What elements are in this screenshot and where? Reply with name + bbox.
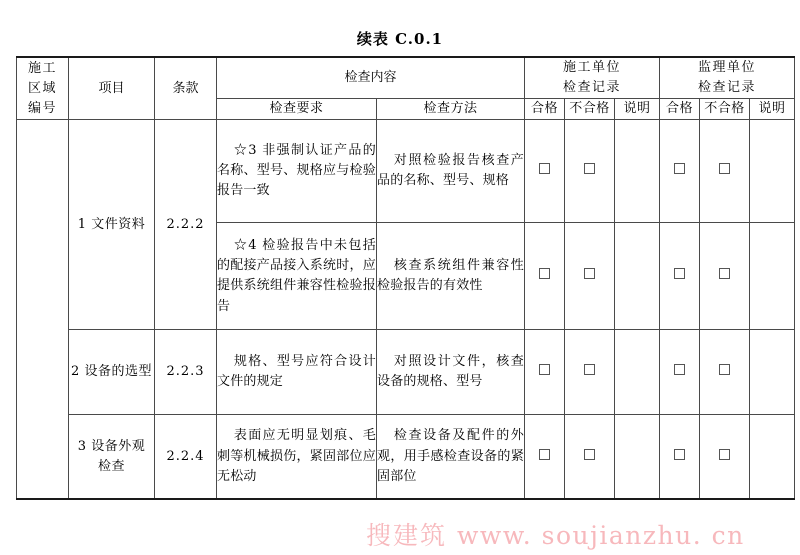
cell-supervision-pass-3[interactable]: [660, 330, 700, 415]
inspection-table-container: [16, 56, 784, 500]
checkbox-icon[interactable]: [539, 449, 550, 460]
site-watermark: [366, 516, 745, 552]
cell-supervision-note-4[interactable]: [750, 415, 795, 499]
cell-construction-pass-1[interactable]: [525, 120, 565, 223]
watermark-brand: 搜建筑: [366, 521, 448, 550]
cell-supervision-pass-2[interactable]: [660, 223, 700, 330]
checkbox-icon[interactable]: [584, 163, 595, 174]
cell-supervision-note-3[interactable]: [750, 330, 795, 415]
checkbox-icon[interactable]: [674, 364, 685, 375]
cell-method-4: 检查设备及配件的外观，用手感检查设备的紧固部位: [377, 415, 525, 499]
cell-clause-1: 2.2.2: [155, 120, 217, 330]
header-construction-note: 说明: [615, 99, 660, 120]
cell-supervision-note-1[interactable]: [750, 120, 795, 223]
cell-item-3-line-3: 检查: [97, 458, 125, 474]
cell-supervision-pass-1[interactable]: [660, 120, 700, 223]
checkbox-icon[interactable]: [719, 163, 730, 174]
cell-construction-note-3[interactable]: [615, 330, 660, 415]
cell-item-1: 1 文件资料: [69, 120, 155, 330]
cell-construction-fail-4[interactable]: [565, 415, 615, 499]
header-clause: 条款: [155, 57, 217, 120]
header-inspection-content: 检查内容: [217, 57, 525, 99]
table-row: [17, 120, 795, 223]
cell-clause-3: 2.2.4: [155, 415, 217, 499]
checkbox-icon[interactable]: [719, 268, 730, 279]
cell-item-2: [69, 330, 155, 415]
header-supervision-pass: 合格: [660, 99, 700, 120]
cell-supervision-pass-4[interactable]: [660, 415, 700, 499]
header-requirement: 检查要求: [217, 99, 377, 120]
cell-method-1: 对照检验报告核查产品的名称、型号、规格: [377, 120, 525, 223]
cell-construction-note-2[interactable]: [615, 223, 660, 330]
cell-method-2: 核查系统组件兼容性检验报告的有效性: [377, 223, 525, 330]
header-area-number-line-1: 施工: [27, 60, 57, 76]
cell-area-number[interactable]: [17, 120, 69, 499]
header-supervision-unit-record: [660, 57, 795, 99]
cell-requirement-4: 表面应无明显划痕、毛刺等机械损伤，紧固部位应无松动: [217, 415, 377, 499]
header-area-number-line-3: 编号: [27, 100, 57, 116]
header-method: 检查方法: [377, 99, 525, 120]
cell-supervision-fail-1[interactable]: [700, 120, 750, 223]
checkbox-icon[interactable]: [674, 449, 685, 460]
header-construction-unit-line-1: 施工单位: [563, 60, 622, 75]
cell-supervision-note-2[interactable]: [750, 223, 795, 330]
cell-construction-pass-4[interactable]: [525, 415, 565, 499]
header-supervision-unit-line-2: 检查记录: [698, 80, 757, 96]
table-row: [17, 415, 795, 499]
checkbox-icon[interactable]: [719, 449, 730, 460]
cell-item-2-line-1: 2: [71, 364, 80, 380]
watermark-url: www. soujianzhu. cn: [457, 521, 745, 550]
checkbox-icon[interactable]: [539, 268, 550, 279]
page-title: 续表 C.0.1: [356, 30, 444, 48]
checkbox-icon[interactable]: [719, 364, 730, 375]
checkbox-icon[interactable]: [674, 163, 685, 174]
header-supervision-fail: 不合格: [700, 99, 750, 120]
cell-construction-fail-2[interactable]: [565, 223, 615, 330]
header-construction-unit-line-2: 检查记录: [563, 80, 622, 96]
header-construction-unit-record: [525, 57, 660, 99]
checkbox-icon[interactable]: [539, 163, 550, 174]
header-area-number-line-2: 区域: [27, 80, 57, 96]
cell-requirement-1: ☆3 非强制认证产品的名称、型号、规格应与检验报告一致: [217, 120, 377, 223]
header-construction-pass: 合格: [525, 99, 565, 120]
checkbox-icon[interactable]: [584, 449, 595, 460]
cell-construction-fail-1[interactable]: [565, 120, 615, 223]
header-supervision-note: 说明: [750, 99, 795, 120]
cell-item-3-line-2: 设备外观: [91, 438, 146, 454]
cell-supervision-fail-3[interactable]: [700, 330, 750, 415]
cell-requirement-3: 规格、型号应符合设计文件的规定: [217, 330, 377, 415]
cell-method-3: 对照设计文件，核查设备的规格、型号: [377, 330, 525, 415]
checkbox-icon[interactable]: [674, 268, 685, 279]
cell-item-2-line-2: 设备的选型: [84, 364, 152, 380]
table-header-row-primary: [17, 57, 795, 99]
cell-construction-pass-3[interactable]: [525, 330, 565, 415]
inspection-table: [16, 56, 795, 500]
checkbox-icon[interactable]: [539, 364, 550, 375]
cell-construction-fail-3[interactable]: [565, 330, 615, 415]
cell-construction-note-1[interactable]: [615, 120, 660, 223]
cell-item-3: [69, 415, 155, 499]
cell-supervision-fail-4[interactable]: [700, 415, 750, 499]
header-supervision-unit-line-1: 监理单位: [698, 60, 757, 75]
checkbox-icon[interactable]: [584, 364, 595, 375]
header-item: 项目: [69, 57, 155, 120]
cell-clause-2: 2.2.3: [155, 330, 217, 415]
cell-supervision-fail-2[interactable]: [700, 223, 750, 330]
header-area-number: [17, 57, 69, 120]
checkbox-icon[interactable]: [584, 268, 595, 279]
cell-construction-pass-2[interactable]: [525, 223, 565, 330]
cell-requirement-2: ☆4 检验报告中未包括的配接产品接入系统时，应提供系统组件兼容性检验报告: [217, 223, 377, 330]
cell-item-3-line-1: 3: [77, 438, 87, 454]
table-row: [17, 330, 795, 415]
header-construction-fail: 不合格: [565, 99, 615, 120]
cell-construction-note-4[interactable]: [615, 415, 660, 499]
